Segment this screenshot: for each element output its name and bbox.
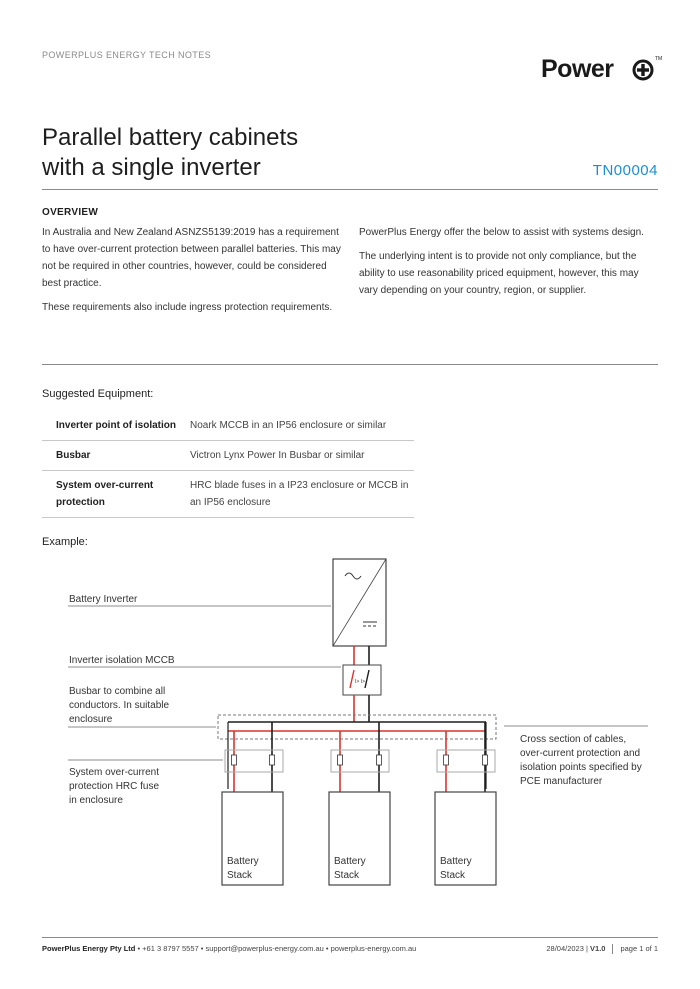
title-divider — [42, 189, 658, 190]
battery-stack-label: Stack — [227, 870, 253, 881]
footer-separator — [612, 944, 613, 954]
battery-stack-label: Stack — [440, 870, 466, 881]
cross-section-label: PCE manufacturer — [520, 776, 603, 787]
busbar-enclosure — [218, 715, 496, 739]
fuse-symbol — [483, 755, 488, 765]
fuse-symbol — [338, 755, 343, 765]
battery-stack-label: Stack — [334, 870, 360, 881]
cross-section-label: isolation points specified by — [520, 762, 642, 773]
equipment-spec: HRC blade fuses in a IP23 enclosure or MCCB in an IP56 enclosure — [190, 471, 414, 518]
fuse-symbol — [270, 755, 275, 765]
overview-paragraph: These requirements also include ingress protection requirements. — [42, 302, 333, 313]
fuse-symbol — [444, 755, 449, 765]
fuse-label: in enclosure — [69, 795, 123, 806]
suggested-equipment-table — [42, 411, 414, 518]
powerplus-logo — [541, 54, 663, 84]
page-title-line-1: Parallel battery cabinets — [42, 124, 299, 151]
busbar-label: Busbar to combine all — [69, 686, 166, 697]
inverter-isolation-label: Inverter isolation MCCB — [69, 655, 175, 666]
fuse-symbol — [232, 755, 237, 765]
equipment-item: Inverter point of isolation — [42, 411, 190, 441]
footer-meta — [546, 944, 658, 954]
fuse-label: protection HRC fuse — [69, 781, 160, 792]
overview-paragraph: The underlying intent is to provide not only compliance, but the ability to use reasonability priced equipment, however, this may vary depending on your country, region, or supplier. — [359, 251, 639, 296]
battery-stack-label: Battery — [227, 856, 259, 867]
section-divider — [42, 364, 658, 365]
footer-contact — [42, 944, 416, 953]
battery-stack-label: Battery — [440, 856, 472, 867]
page-title-line-2: with a single inverter — [42, 154, 261, 181]
footer-version: V1.0 — [590, 944, 606, 953]
suggested-equipment-heading: Suggested Equipment: — [42, 388, 154, 400]
footer-date: 28/04/2023 | — [546, 944, 591, 953]
table-row — [42, 441, 414, 471]
footer-page-number: page 1 of 1 — [620, 944, 658, 953]
footer-divider — [42, 937, 658, 938]
wiring-diagram — [42, 552, 662, 892]
equipment-item: System over-current protection — [42, 471, 190, 518]
table-row — [42, 411, 414, 441]
equipment-spec: Victron Lynx Power In Busbar or similar — [190, 441, 414, 471]
mccb-trip-marks: I> I> — [355, 679, 366, 685]
overview-left-column — [42, 224, 342, 323]
overview-paragraph: In Australia and New Zealand ASNZS5139:2019 has a requirement to have over-current protection between parallel batteries. This may not be required in other countries, however, could be considered best practice. — [42, 227, 341, 289]
tech-notes-series-label: POWERPLUS ENERGY TECH NOTES — [42, 50, 211, 60]
equipment-item: Busbar — [42, 441, 190, 471]
busbar-label: conductors. In suitable — [69, 700, 170, 711]
fuse-label: System over-current — [69, 767, 160, 778]
logo-trademark: TM — [655, 56, 663, 62]
overview-paragraph: PowerPlus Energy offer the below to assist with systems design. — [359, 227, 644, 238]
logo-wordmark: Power — [541, 55, 614, 83]
battery-stack-label: Battery — [334, 856, 366, 867]
overview-heading: OVERVIEW — [42, 207, 99, 218]
plus-in-circle-icon — [632, 59, 654, 81]
fuse-symbol — [377, 755, 382, 765]
table-row — [42, 471, 414, 518]
battery-inverter-label: Battery Inverter — [69, 594, 138, 605]
page-title — [42, 123, 502, 183]
cross-section-label: over-current protection and — [520, 748, 641, 759]
example-heading: Example: — [42, 536, 88, 548]
footer-company: PowerPlus Energy Pty Ltd — [42, 944, 136, 953]
overview-right-column — [359, 224, 659, 306]
footer-contact-details: • +61 3 8797 5557 • support@powerplus-energy.com.au • powerplus-energy.com.au — [135, 944, 417, 953]
document-number: TN00004 — [592, 162, 658, 179]
busbar-label: enclosure — [69, 714, 113, 725]
cross-section-label: Cross section of cables, — [520, 734, 627, 745]
equipment-spec: Noark MCCB in an IP56 enclosure or similar — [190, 411, 414, 441]
